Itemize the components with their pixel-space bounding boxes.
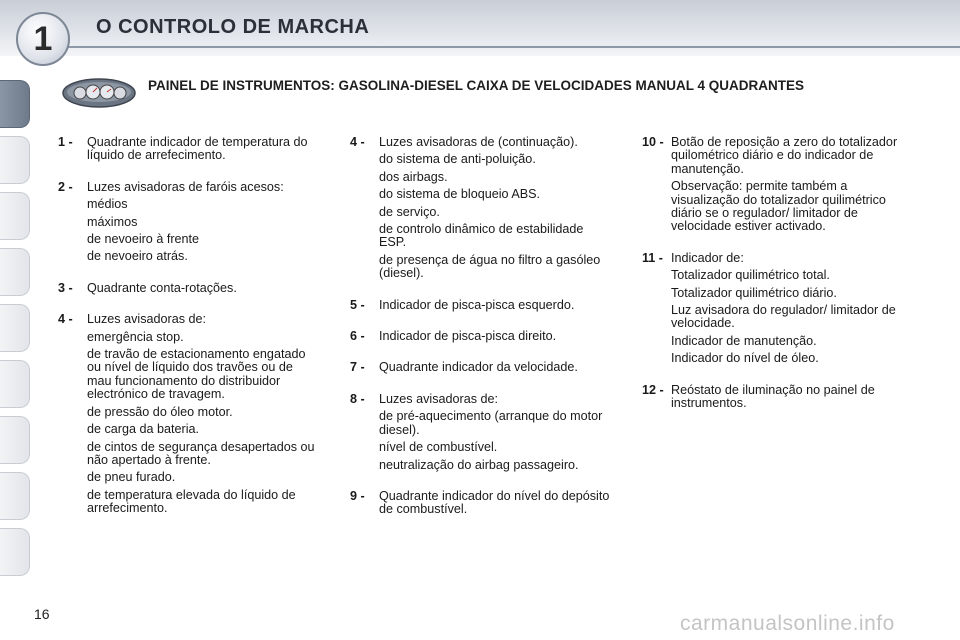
legend-item-text [379, 299, 612, 316]
legend-item-line: de nevoeiro à frente [87, 232, 200, 247]
page-number: 16 [34, 606, 50, 622]
legend-item-number: 11 - [642, 250, 664, 265]
legend-item [350, 330, 612, 347]
legend-item-number: 10 - [642, 135, 664, 149]
chapter-tab[interactable] [0, 304, 30, 352]
chapter-tab[interactable] [0, 360, 30, 408]
page-title: O CONTROLO DE MARCHA [96, 16, 370, 38]
legend-item [58, 181, 320, 268]
legend-item-line: Indicador de manutenção. [671, 333, 817, 348]
legend-item-number: 1 - [58, 135, 73, 149]
instrument-panel-icon [62, 78, 136, 108]
legend-item [58, 313, 320, 519]
legend-item-line: de serviço. [379, 204, 440, 219]
legend-item-number: 4 - [58, 312, 73, 327]
legend-item-line: Botão de reposição a zero do totalizador quilométrico diário e do indicador de manutenção. [671, 135, 898, 176]
chapter-tab[interactable] [0, 192, 30, 240]
legend-item-line: do sistema de anti-poluição. [379, 152, 536, 167]
legend-item-line: Quadrante indicador do nível do depósito de combustível. [379, 488, 610, 517]
legend-item-line: do sistema de bloqueio ABS. [379, 187, 541, 202]
chapter-tab[interactable] [0, 472, 30, 520]
legend-item-line: médios [87, 197, 128, 212]
legend-item-text [379, 330, 612, 347]
section-title: PAINEL DE INSTRUMENTOS: GASOLINA-DIESEL CAIXA DE VELOCIDADES MANUAL 4 QUADRANTES [148, 78, 805, 93]
legend-item-line: de presença de água no filtro a gasóleo (diesel). [379, 252, 601, 281]
column-1 [58, 136, 320, 534]
chapter-tab[interactable] [0, 136, 30, 184]
legend-item-line: de controlo dinâmico de estabilidade ESP. [379, 222, 584, 250]
column-2 [350, 136, 612, 535]
legend-item-text [87, 282, 320, 299]
legend-item-line: Luz avisadora do regulador/ limitador de velocidade. [671, 303, 896, 331]
legend-item-line: de temperatura elevada do líquido de arrefecimento. [87, 487, 296, 516]
legend-item-text [379, 361, 612, 378]
legend-item-text [671, 384, 912, 415]
legend-item-number: 5 - [350, 297, 365, 312]
legend-item-line: Totalizador quilimétrico diário. [671, 285, 837, 300]
legend-item-line: de pressão do óleo motor. [87, 404, 233, 419]
legend-item-text [379, 136, 612, 285]
legend-item [350, 136, 612, 285]
legend-item-number: 9 - [350, 488, 365, 503]
legend-item-line: Indicador de pisca-pisca direito. [379, 329, 557, 344]
legend-item-line: de pré-aquecimento (arranque do motor diesel). [379, 409, 603, 437]
legend-item-number: 2 - [58, 179, 73, 194]
legend-item [350, 361, 612, 378]
column-3 [642, 136, 912, 429]
legend-item-line: dos airbags. [379, 169, 448, 184]
legend-item-line: Indicador de: [671, 250, 744, 265]
legend-item-line: Quadrante indicador da velocidade. [379, 360, 578, 375]
legend-item-line: de cintos de segurança desapertados ou não apertado à frente. [87, 439, 315, 467]
legend-item-line: Observação: permite também a visualização do totalizador quilimétrico diário se o regulador/ limitador de velocidade estiver activado. [671, 179, 886, 234]
legend-item-line: máximos [87, 214, 138, 229]
legend-item-line: Indicador de pisca-pisca esquerdo. [379, 297, 575, 312]
legend-item-text [671, 252, 912, 370]
legend-item-line: Quadrante indicador de temperatura do líquido de arrefecimento. [87, 135, 308, 163]
legend-item-number: 4 - [350, 135, 365, 149]
legend-item-number: 6 - [350, 329, 365, 344]
legend-item-text [379, 393, 612, 476]
legend-item-line: Luzes avisadoras de: [379, 391, 499, 406]
legend-item-line: Luzes avisadoras de: [87, 312, 207, 327]
legend-item-line: Reóstato de iluminação no painel de instrumentos. [671, 382, 875, 411]
header-divider [60, 46, 960, 48]
legend-item-line: Quadrante conta-rotações. [87, 280, 237, 295]
legend-item [642, 136, 912, 238]
chapter-tab-active[interactable] [0, 80, 30, 128]
watermark: carmanualsonline.info [680, 612, 895, 635]
legend-item-number: 7 - [350, 360, 365, 375]
legend-item [642, 384, 912, 415]
legend-item-number: 12 - [642, 382, 664, 397]
legend-item-number: 8 - [350, 391, 365, 406]
legend-item [350, 393, 612, 476]
legend-item-text [671, 136, 912, 238]
legend-item [58, 282, 320, 299]
legend-item-line: de pneu furado. [87, 470, 176, 485]
legend-item-line: de carga da bateria. [87, 422, 200, 437]
legend-item-line: Totalizador quilimétrico total. [671, 268, 830, 283]
legend-item-line: de nevoeiro atrás. [87, 249, 188, 264]
legend-item-line: nível de combustível. [379, 440, 498, 455]
legend-item-line: neutralização do airbag passageiro. [379, 457, 579, 472]
legend-item [58, 136, 320, 167]
legend-item-line: emergência stop. [87, 329, 184, 344]
legend-item-line: Luzes avisadoras de faróis acesos: [87, 179, 284, 194]
chapter-badge: 1 [16, 12, 70, 66]
legend-item-line: Luzes avisadoras de (continuação). [379, 135, 578, 149]
chapter-tab[interactable] [0, 416, 30, 464]
legend-item [642, 252, 912, 370]
chapter-tab[interactable] [0, 528, 30, 576]
legend-item [350, 299, 612, 316]
legend-item-text [87, 136, 320, 167]
legend-item-line: Indicador do nível de óleo. [671, 351, 819, 366]
legend-item [350, 490, 612, 521]
legend-item-line: de travão de estacionamento engatado ou nível de líquido dos travões ou de mau funcionamento do distribuidor electrónico de travagem. [87, 347, 306, 402]
legend-item-text [87, 181, 320, 268]
legend-item-text [379, 490, 612, 521]
legend-item-number: 3 - [58, 280, 73, 295]
legend-item-text [87, 313, 320, 519]
chapter-tabs [0, 66, 34, 576]
chapter-tab[interactable] [0, 248, 30, 296]
